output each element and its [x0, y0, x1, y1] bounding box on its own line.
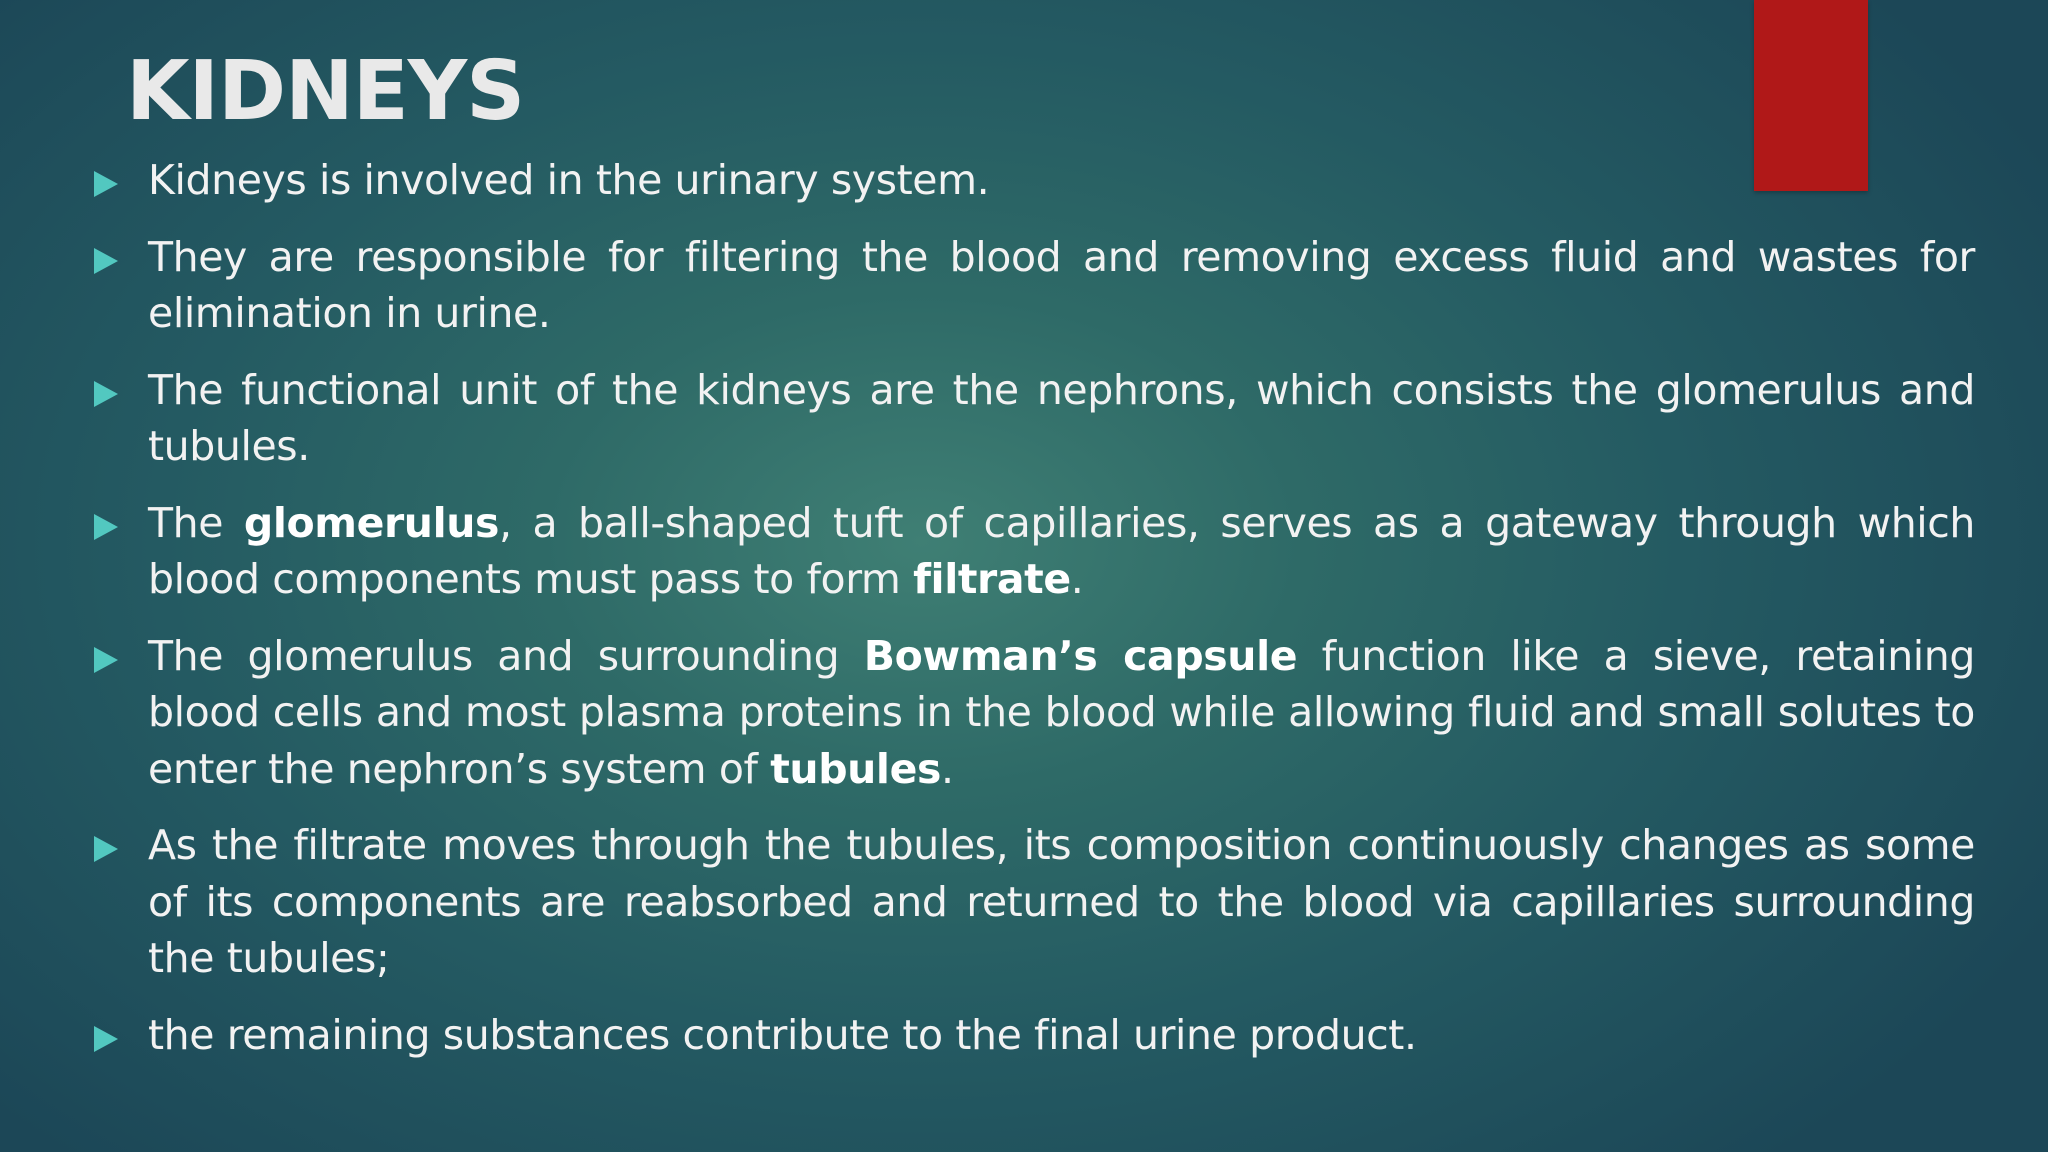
- text-segment: The: [148, 498, 244, 547]
- triangle-right-icon: [94, 647, 118, 673]
- bold-term: filtrate: [913, 555, 1071, 603]
- bullet-item: [94, 362, 1975, 475]
- text-segment: The glomerulus and surrounding: [148, 631, 864, 680]
- bullet-item: [94, 628, 1975, 798]
- bold-term: Bowman’s capsule: [863, 631, 1298, 680]
- bullet-text: [148, 362, 1975, 475]
- text-segment: The functional unit of the kidneys are the nephrons, which consists the glomerulus and tubules.: [148, 365, 1975, 470]
- slide-title: KIDNEYS: [126, 44, 525, 139]
- bullet-item: [94, 1007, 1975, 1064]
- bullet-text: [148, 152, 1975, 209]
- bullet-item: [94, 229, 1975, 342]
- bullet-list: [94, 152, 1975, 1083]
- bold-term: glomerulus: [243, 498, 500, 547]
- bullet-text: [148, 817, 1975, 987]
- bullet-item: [94, 152, 1975, 209]
- triangle-right-icon: [94, 381, 118, 407]
- text-segment: , a ball-shaped tuft of capillaries, serves as a gateway through which blood components must pass to form: [148, 498, 1975, 603]
- text-segment: the remaining substances contribute to the final urine product.: [148, 1010, 1417, 1059]
- triangle-right-icon: [94, 248, 118, 274]
- text-segment: As the filtrate moves through the tubules, its composition continuously changes as some of its components are reabsorbed and returned to the blood via capillaries surrounding the tubules;: [148, 821, 1975, 982]
- text-segment: Kidneys is involved in the urinary system.: [148, 156, 990, 204]
- bullet-item: [94, 817, 1975, 987]
- bullet-item: [94, 495, 1975, 608]
- text-segment: function like a sieve, retaining blood cells and most plasma proteins in the blood while allowing fluid and small solutes to enter the nephron’s system of: [148, 631, 1975, 793]
- text-segment: They are responsible for filtering the blood and removing excess fluid and wastes for elimination in urine.: [148, 232, 1975, 337]
- text-segment: .: [941, 744, 954, 793]
- triangle-right-icon: [94, 836, 118, 862]
- bullet-text: [148, 495, 1975, 608]
- triangle-right-icon: [94, 514, 118, 540]
- triangle-right-icon: [94, 171, 118, 197]
- bullet-text: [148, 229, 1975, 342]
- bullet-text: [148, 1007, 1975, 1064]
- text-segment: .: [1070, 555, 1084, 603]
- triangle-right-icon: [94, 1026, 118, 1052]
- bullet-text: [148, 628, 1975, 798]
- bold-term: tubules: [770, 744, 941, 793]
